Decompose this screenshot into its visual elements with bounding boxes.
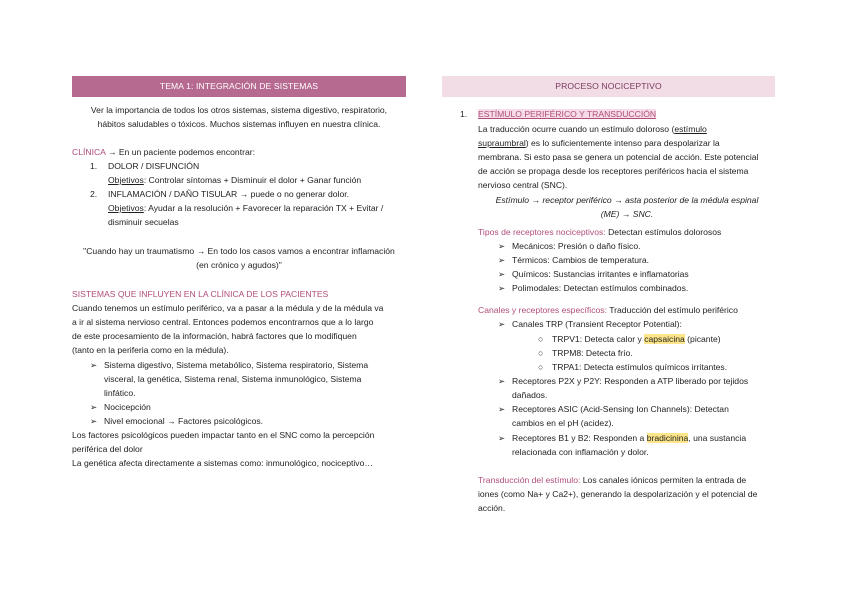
clinica-arrow: →	[107, 147, 117, 157]
circle-bullet-icon: ○	[538, 334, 544, 344]
sistemas-title: SISTEMAS QUE INFLUYEN EN LA CLÍNICA DE LOS PACIENTES	[72, 289, 329, 299]
italic-line-2: (ME) → SNC.	[600, 209, 654, 219]
arrow-bullet-icon: ➢	[90, 402, 98, 412]
b1-text-a: Receptores B1 y B2: Responden a	[512, 433, 647, 443]
trans-line-2: iones (como Na+ y Ca2+), generando la despolarización y el potencial de	[478, 489, 758, 499]
psico-line-1: Los factores psicológicos pueden impactar tanto en el SNC como la percepción	[72, 430, 375, 440]
trpa1-text: TRPA1: Detecta estímulos químicos irritantes.	[552, 362, 728, 372]
trp-item	[498, 318, 682, 332]
p1-text-c: ) es lo suficientemente intenso para despolarizar la	[525, 138, 720, 148]
trpa1-item	[538, 361, 727, 375]
item-2-objectives-cont: disminuir secuelas	[108, 217, 179, 227]
b1-cont: relacionada con inflamación y dolor.	[512, 447, 649, 457]
sistemas-p1-line-3: de este procesamiento de la información, habrá factores que lo modifiquen	[72, 331, 357, 341]
item-1-title-line	[90, 160, 199, 174]
item-2-title: INFLAMACIÓN / DAÑO TISULAR → puede o no generar dolor.	[108, 189, 350, 199]
b1-item	[498, 432, 746, 446]
bullet-nocicepcion	[90, 401, 151, 415]
arrow-bullet-icon: ➢	[498, 283, 506, 293]
p1-line-2	[478, 137, 720, 151]
canales-text: Traducción del estímulo periférico	[606, 305, 738, 315]
item-2-title-line	[90, 188, 349, 202]
p1-text-b: estímulo	[674, 124, 707, 134]
sistemas-p1-line-2: a ir al sistema nervioso central. Entonces podemos encontrarnos que a lo largo	[72, 317, 374, 327]
p1-supraumbral: supraumbral	[478, 138, 526, 148]
intro-line-1: Ver la importancia de todos los otros sistemas, sistema digestivo, respiratorio,	[90, 105, 388, 115]
p1-line-5: nervioso central (SNC).	[478, 180, 568, 190]
tipo-item	[498, 282, 688, 296]
section-title: ESTÍMULO PERIFÉRICO Y TRANSDUCCIÓN	[478, 109, 657, 119]
trans-line-1	[478, 474, 746, 488]
p1-line-3: membrana. Si esto pasa se genera un potencial de acción. Este potencial	[478, 152, 759, 162]
trpv1-item	[538, 333, 721, 347]
item-2-obj-label: Objetivos	[108, 203, 144, 213]
clinica-label: CLÍNICA	[72, 147, 106, 157]
item-1-obj-label: Objetivos	[108, 175, 144, 185]
p1-line-1	[478, 123, 776, 137]
bullet-emocional	[90, 415, 263, 429]
italic-line-1: Estímulo → receptor periférico → asta posterior de la médula espinal	[495, 195, 759, 205]
trpv1-text-a: TRPV1: Detecta calor y	[552, 334, 645, 344]
bullet-text: Sistema digestivo, Sistema metabólico, Sistema respiratorio, Sistema	[104, 360, 369, 370]
trpm8-item	[538, 347, 633, 361]
tipo-text: Polimodales: Detectan estímulos combinados.	[512, 283, 689, 293]
clinica-text: En un paciente podemos encontrar:	[118, 147, 255, 157]
tipos-line	[478, 226, 721, 240]
b1-highlight: bradicinina	[646, 433, 689, 443]
p1-text-a: La traducción ocurre cuando un estímulo doloroso (	[478, 124, 675, 134]
item-2-number: 2.	[90, 189, 98, 199]
section-heading	[460, 108, 656, 122]
sistemas-p1-line-4: (tanto en la periferia como en la médula).	[72, 345, 229, 355]
trans-text: Los canales iónicos permiten la entrada de	[580, 475, 747, 485]
item-1-objectives	[108, 174, 361, 188]
tipos-label: Tipos de receptores nociceptivos:	[478, 227, 606, 237]
bullet-text: Nivel emocional → Factores psicológicos.	[104, 416, 264, 426]
quote-line-1: "Cuando hay un traumatismo → En todo los casos vamos a encontrar inflamación	[83, 246, 395, 256]
genetica-line: La genética afecta directamente a sistemas como: inmunológico, nociceptivo…	[72, 458, 373, 468]
trpv1-highlight: capsaicina	[644, 334, 685, 344]
canales-label: Canales y receptores específicos:	[478, 305, 607, 315]
arrow-bullet-icon: ➢	[498, 376, 506, 386]
arrow-bullet-icon: ➢	[90, 416, 98, 426]
item-1-title: DOLOR / DISFUNCIÓN	[108, 161, 200, 171]
psico-line-2: periférica del dolor	[72, 444, 143, 454]
canales-line	[478, 304, 738, 318]
trans-line-3: acción.	[478, 503, 506, 513]
item-2-obj-text: : Ayudar a la resolución + Favorecer la reparación TX + Evitar /	[143, 203, 384, 213]
trpm8-text: TRPM8: Detecta frío.	[552, 348, 633, 358]
asic-text: Receptores ASIC (Acid-Sensing Ion Channels): Detectan	[512, 404, 729, 414]
left-banner: TEMA 1: INTEGRACIÓN DE SISTEMAS	[72, 76, 406, 97]
tipos-text: Detectan estímulos dolorosos	[605, 227, 722, 237]
p2x-cont: dañados.	[512, 390, 548, 400]
p1-line-4: de acción se propaga desde los receptores periféricos hacia el sistema	[478, 166, 749, 176]
tipo-text: Mecánicos: Presión o daño físico.	[512, 241, 641, 251]
p2x-text: Receptores P2X y P2Y: Responden a ATP liberado por tejidos	[512, 376, 749, 386]
arrow-bullet-icon: ➢	[498, 269, 506, 279]
b1-text-b: , una sustancia	[688, 433, 747, 443]
item-1-number: 1.	[90, 161, 98, 171]
bullet-text: Nocicepción	[104, 402, 151, 412]
asic-item	[498, 403, 729, 417]
bullet-sistemas-1-cont: visceral, la genética, Sistema renal, Sistema inmunológico, Sistema	[104, 374, 362, 384]
arrow-bullet-icon: ➢	[498, 255, 506, 265]
tipo-item	[498, 254, 649, 268]
p2x-item	[498, 375, 776, 389]
circle-bullet-icon: ○	[538, 362, 544, 372]
item-1-obj-text: : Controlar síntomas + Disminuir el dolor + Ganar función	[143, 175, 362, 185]
tipo-item	[498, 240, 641, 254]
tipo-item	[498, 268, 689, 282]
trpv1-text-b: (picante)	[684, 334, 721, 344]
circle-bullet-icon: ○	[538, 348, 544, 358]
arrow-bullet-icon: ➢	[498, 319, 506, 329]
arrow-bullet-icon: ➢	[498, 241, 506, 251]
trp-title: Canales TRP (Transient Receptor Potential):	[512, 319, 682, 329]
bullet-sistemas-1-cont2: linfático.	[104, 388, 136, 398]
right-banner: PROCESO NOCICEPTIVO	[442, 76, 775, 97]
clinica-line	[72, 146, 255, 160]
arrow-bullet-icon: ➢	[90, 360, 98, 370]
arrow-bullet-icon: ➢	[498, 404, 506, 414]
sistemas-p1-line-1: Cuando tenemos un estímulo periférico, va a pasar a la médula y de la médula va	[72, 303, 384, 313]
intro-line-2: hábitos saludables o tóxicos. Muchos sistemas influyen en nuestra clínica.	[97, 119, 381, 129]
item-2-objectives	[108, 202, 383, 216]
tipo-text: Químicos: Sustancias irritantes e inflamatorias	[512, 269, 689, 279]
bullet-sistemas-1	[90, 359, 368, 373]
arrow-bullet-icon: ➢	[498, 433, 506, 443]
quote-line-2: (en crónico y agudos)"	[196, 260, 282, 270]
trans-label: Transducción del estímulo:	[478, 475, 581, 485]
tipo-text: Térmicos: Cambios de temperatura.	[512, 255, 650, 265]
section-number: 1.	[460, 109, 468, 119]
asic-cont: cambios en el pH (acidez).	[512, 418, 614, 428]
